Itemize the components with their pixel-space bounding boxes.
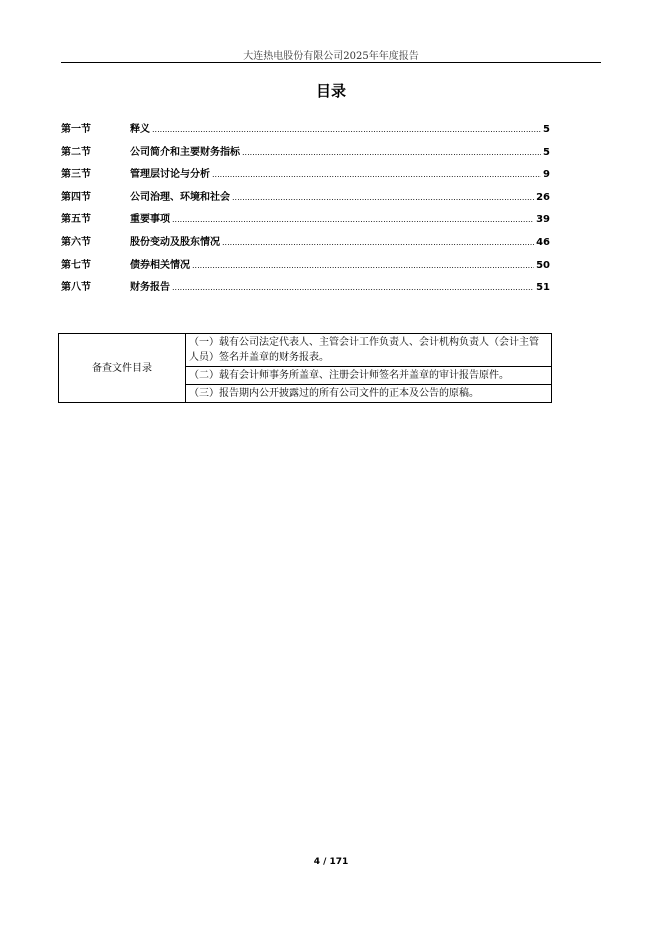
toc-page-number: 39: [536, 214, 550, 226]
toc-leader-dots: [222, 238, 534, 247]
toc-section-name: 公司简介和主要财务指标: [130, 146, 240, 158]
toc-section-number: 第六节: [61, 236, 91, 248]
toc-page-number: 26: [536, 191, 550, 203]
table-row: [59, 334, 552, 367]
toc-entry[interactable]: [61, 233, 550, 256]
reference-document-item: （二）载有会计师事务所盖章、注册会计师签名并盖章的审计报告原件。: [186, 367, 552, 385]
toc-section-name: 重要事项: [130, 214, 170, 226]
toc-section-name: 公司治理、环境和社会: [130, 191, 230, 203]
toc-section-number: 第一节: [61, 124, 91, 135]
toc-page-number: 46: [536, 236, 550, 248]
toc-page-number: 5: [543, 146, 550, 158]
page-number: 4 / 171: [313, 857, 349, 867]
running-header: 大连热电股份有限公司2025年年度报告: [243, 51, 419, 62]
toc-title: 目录: [315, 82, 346, 100]
header-divider: [61, 62, 601, 63]
toc-entry[interactable]: [61, 120, 550, 143]
toc-section-number: 第二节: [61, 146, 91, 158]
toc-section-name: 股份变动及股东情况: [130, 236, 220, 248]
toc-section-name: 财务报告: [130, 282, 170, 294]
toc-entry[interactable]: [61, 210, 550, 233]
toc-section-number: 第七节: [61, 259, 91, 271]
reference-documents-table: [58, 333, 552, 403]
toc-section-number: 第四节: [61, 191, 91, 203]
toc-section-number: 第八节: [61, 282, 91, 294]
toc-section-number: 第五节: [61, 214, 91, 226]
toc-section-name: 管理层讨论与分析: [130, 169, 210, 181]
toc-leader-dots: [242, 148, 541, 157]
toc-leader-dots: [172, 283, 534, 292]
toc-page-number: 5: [543, 124, 550, 135]
toc-entry[interactable]: [61, 143, 550, 166]
toc-section-name: 债券相关情况: [130, 259, 190, 271]
toc-entry[interactable]: [61, 256, 550, 279]
toc-page-number: 50: [536, 259, 550, 271]
toc-entry[interactable]: [61, 188, 550, 211]
toc-page-number: 9: [543, 169, 550, 181]
toc-leader-dots: [172, 215, 534, 224]
toc-leader-dots: [212, 170, 541, 179]
toc-section-number: 第三节: [61, 169, 91, 181]
table-of-contents: [61, 120, 550, 301]
toc-page-number: 51: [536, 282, 550, 294]
toc-entry[interactable]: [61, 278, 550, 301]
toc-entry[interactable]: [61, 165, 550, 188]
reference-document-item: （三）报告期内公开披露过的所有公司文件的正本及公告的原稿。: [186, 385, 552, 403]
reference-document-item: （一）载有公司法定代表人、主管会计工作负责人、会计机构负责人（会计主管人员）签名并盖章的财务报表。: [186, 334, 552, 367]
reference-documents-label: 备查文件目录: [59, 334, 186, 403]
toc-leader-dots: [192, 261, 534, 270]
toc-section-name: 释义: [130, 124, 150, 135]
toc-leader-dots: [152, 125, 541, 134]
toc-leader-dots: [232, 193, 534, 202]
